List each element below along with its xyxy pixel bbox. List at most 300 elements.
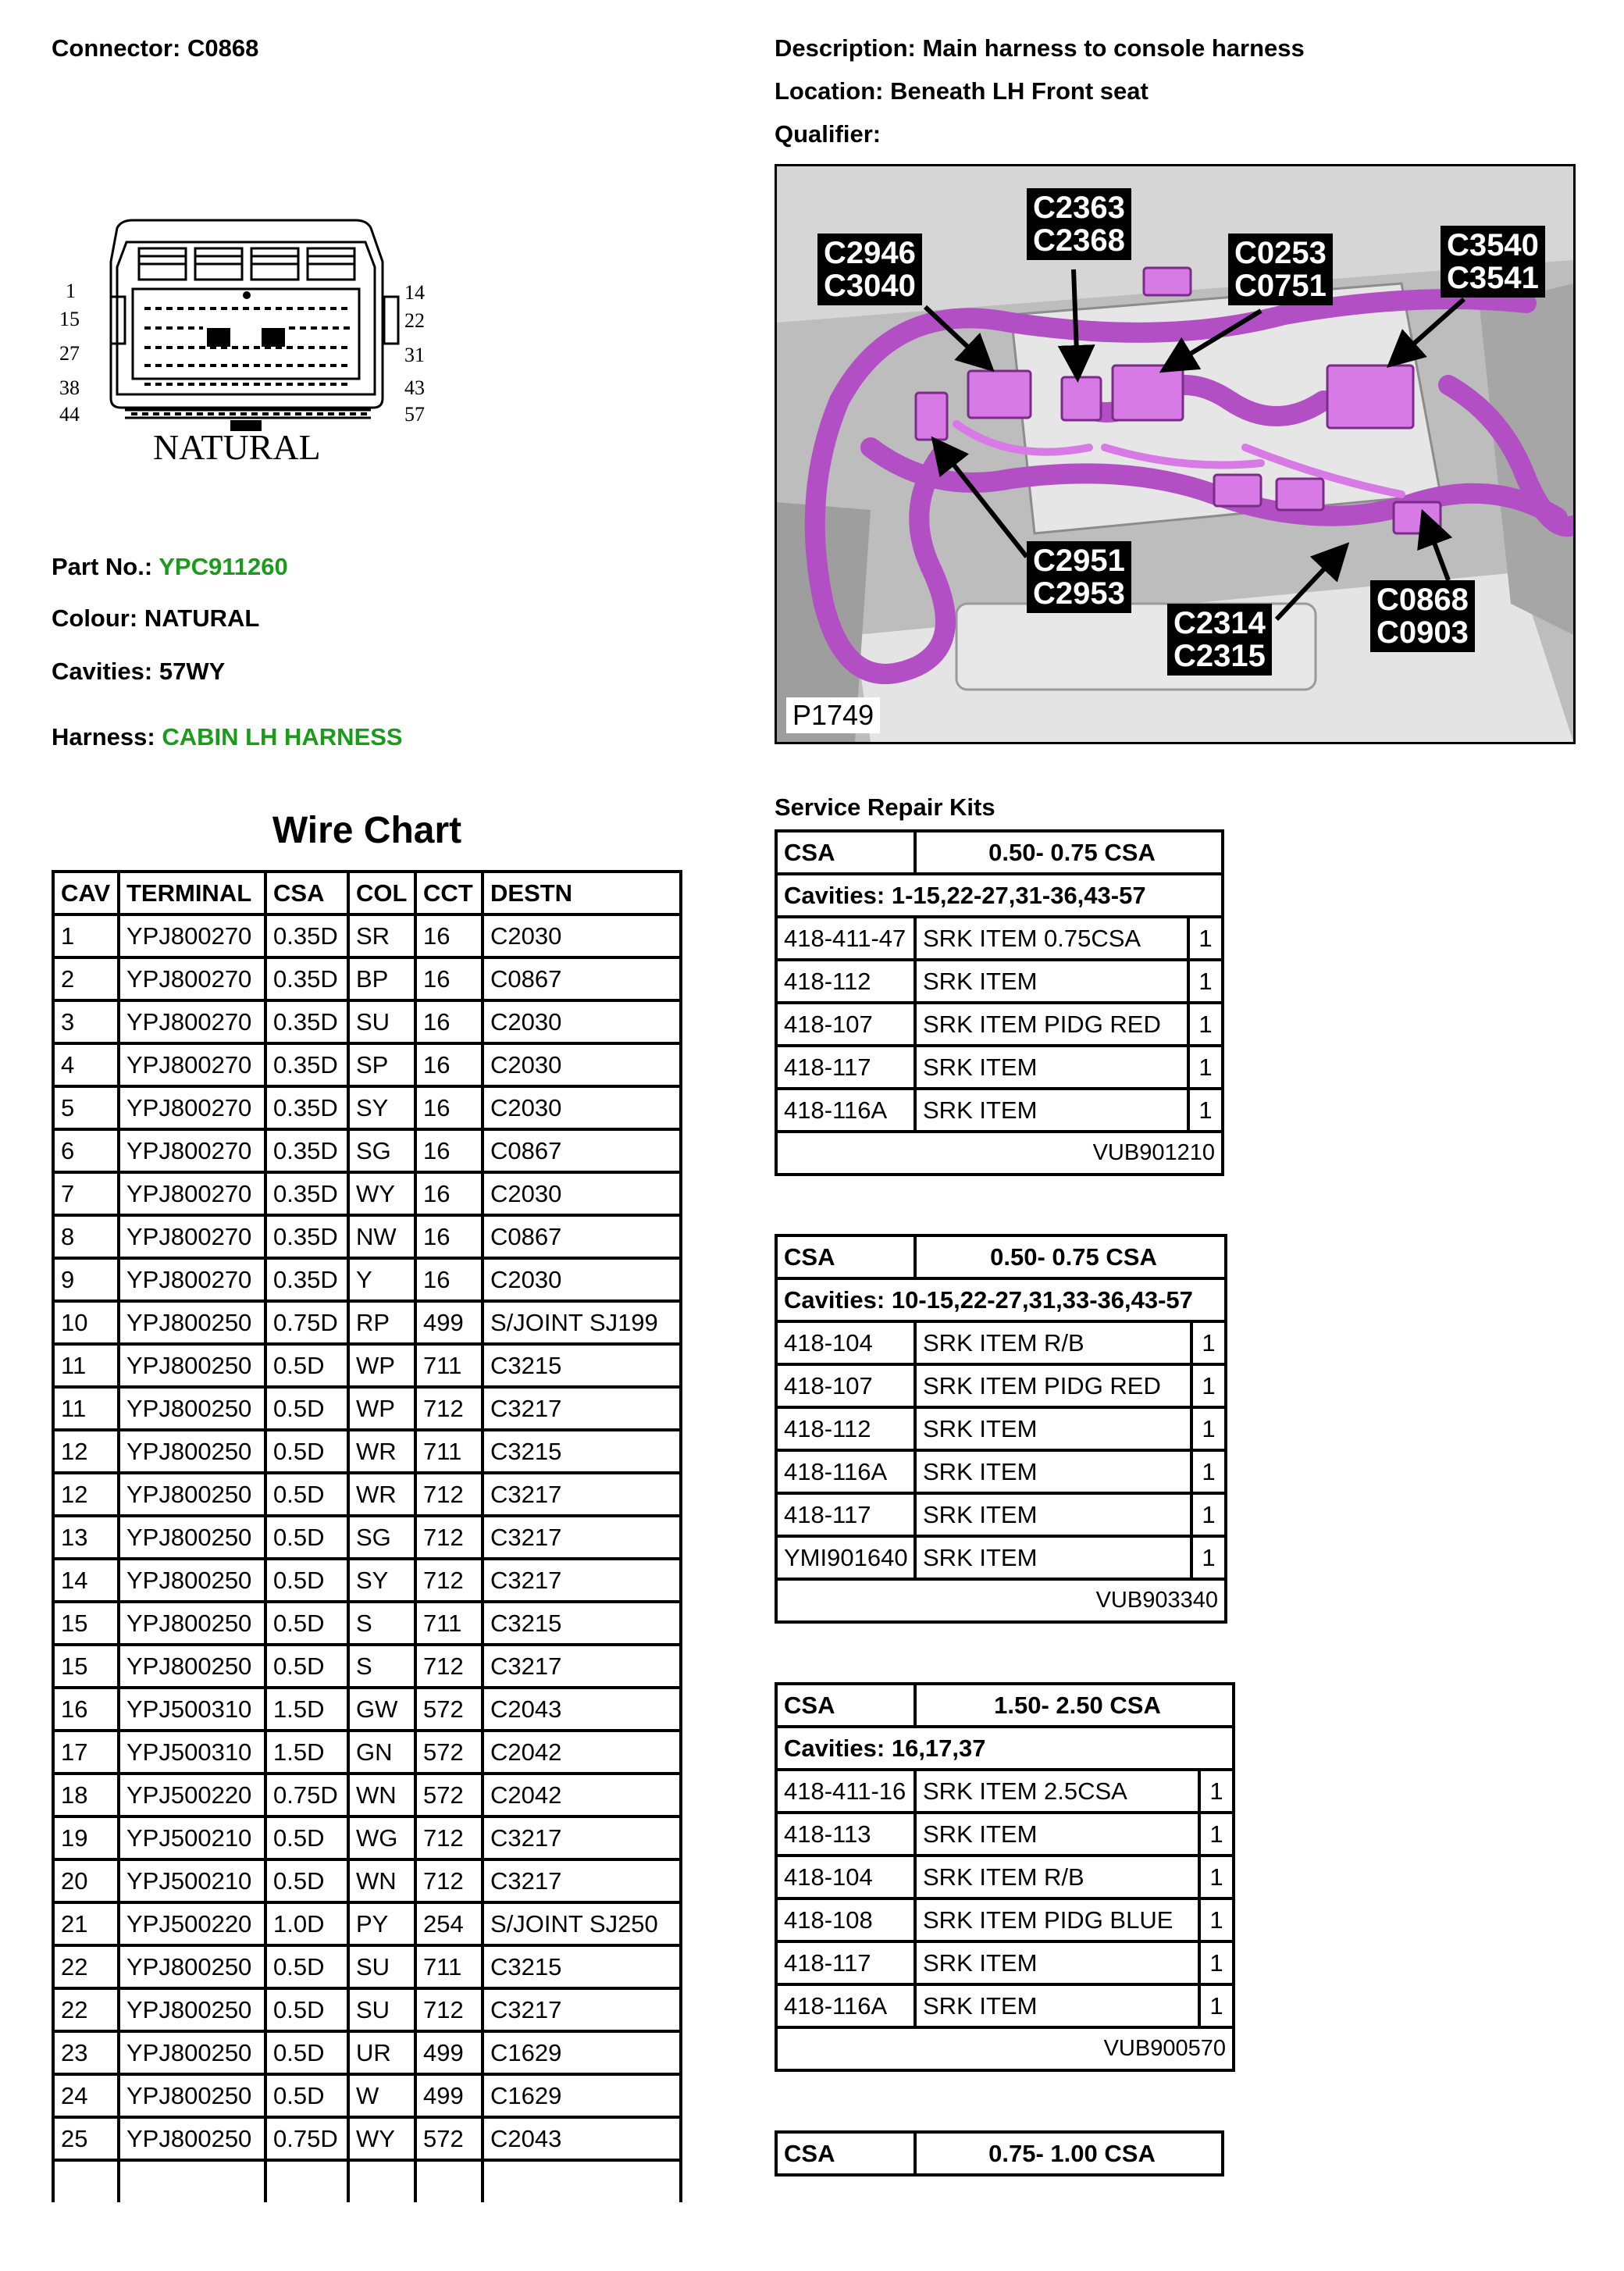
kit-item-desc: SRK ITEM — [917, 1986, 1201, 2029]
cell-cct: 16 — [417, 959, 484, 1002]
kit-item-desc: SRK ITEM — [917, 1538, 1193, 1581]
cell-terminal: YPJ500310 — [120, 1689, 267, 1732]
cell-cct: 16 — [417, 1131, 484, 1174]
cell-cct: 711 — [417, 1346, 484, 1389]
cell-col: SU — [350, 1990, 417, 2033]
cell-csa: 0.5D — [267, 2076, 350, 2119]
cell-terminal: YPJ800250 — [120, 1346, 267, 1389]
kit-item-part: 418-116A — [778, 1986, 917, 2029]
cell-cav: 24 — [55, 2076, 120, 2119]
cell-csa: 0.35D — [267, 1088, 350, 1131]
table-row — [55, 1346, 679, 1389]
cell-terminal: YPJ500220 — [120, 1904, 267, 1947]
cell-col: WG — [350, 1818, 417, 1861]
cell-cct: 711 — [417, 1431, 484, 1474]
cell-cav: 8 — [55, 1217, 120, 1260]
part-number-value: YPC911260 — [158, 553, 288, 580]
cell-col: S — [350, 1646, 417, 1689]
table-row — [55, 1732, 679, 1775]
pin-label-left-44: 44 — [59, 403, 80, 426]
cell-csa: 0.5D — [267, 1646, 350, 1689]
cell-terminal: YPJ800270 — [120, 1002, 267, 1045]
kit-item-row — [778, 1900, 1232, 1943]
cell-csa: 0.5D — [267, 1861, 350, 1904]
connector-heading — [52, 34, 258, 62]
photo-label-line: C2953 — [1033, 576, 1125, 611]
cell-destn: C2030 — [484, 1260, 679, 1303]
kit-item-qty: 1 — [1190, 918, 1221, 961]
kit-item-part: 418-112 — [778, 1409, 917, 1452]
kit-item-qty: 1 — [1193, 1409, 1224, 1452]
cell-cav: 1 — [55, 916, 120, 959]
cell-terminal: YPJ800270 — [120, 916, 267, 959]
kit-item-row — [778, 1538, 1224, 1581]
cell-col: PY — [350, 1904, 417, 1947]
kit-item-qty: 1 — [1201, 1857, 1232, 1900]
table-row — [55, 1474, 679, 1517]
kit-number: VUB901210 — [1092, 1140, 1215, 1165]
kit-item-row — [778, 1857, 1232, 1900]
cell-terminal: YPJ800270 — [120, 1174, 267, 1217]
cell-csa: 0.5D — [267, 1431, 350, 1474]
cell-csa: 0.5D — [267, 1389, 350, 1431]
cell-cct: 16 — [417, 1045, 484, 1088]
kit-cavities-row — [778, 1728, 1232, 1771]
cell-cct: 711 — [417, 1603, 484, 1646]
photo-label-line: C0868 — [1376, 583, 1469, 617]
cell-cct: 572 — [417, 1775, 484, 1818]
cell-csa: 0.75D — [267, 1303, 350, 1346]
kit-item-desc: SRK ITEM R/B — [917, 1323, 1193, 1366]
harness-label: Harness: — [52, 723, 155, 750]
kit-item-row — [778, 1366, 1224, 1409]
table-row-empty — [55, 2162, 679, 2202]
cell-cav: 22 — [55, 1947, 120, 1990]
kit-csa-row — [778, 1685, 1232, 1728]
cell-destn: C2030 — [484, 1088, 679, 1131]
cell-cav: 12 — [55, 1431, 120, 1474]
pin-label-left-1: 1 — [66, 280, 76, 302]
pin-label-right-31: 31 — [404, 344, 425, 366]
kit-item-row — [778, 1986, 1232, 2029]
photo-reference: P1749 — [786, 697, 880, 733]
cell-cct: 712 — [417, 1474, 484, 1517]
cell-destn: C2042 — [484, 1775, 679, 1818]
cavities-line — [52, 658, 225, 686]
kit-item-row — [778, 1814, 1232, 1857]
table-row — [55, 1861, 679, 1904]
cell-terminal: YPJ800250 — [120, 1560, 267, 1603]
pin-label-left-15: 15 — [59, 308, 80, 330]
cell-destn: C3217 — [484, 1474, 679, 1517]
cell-terminal: YPJ800250 — [120, 1389, 267, 1431]
location-photo — [775, 164, 1576, 744]
photo-label-line: C2315 — [1173, 639, 1266, 673]
kit-csa-row — [778, 832, 1221, 875]
photo-label-line: C2951 — [1033, 544, 1125, 578]
kit-number-row — [778, 1133, 1221, 1173]
cell-destn: C2043 — [484, 1689, 679, 1732]
kit-item-row — [778, 1004, 1221, 1047]
qualifier-label: Qualifier: — [775, 120, 881, 148]
table-row — [55, 1002, 679, 1045]
cell-destn: C3217 — [484, 1560, 679, 1603]
cell-destn: C2030 — [484, 1045, 679, 1088]
photo-label-line: C0903 — [1376, 615, 1469, 650]
cell-csa: 0.35D — [267, 1045, 350, 1088]
kit-item-qty: 1 — [1193, 1452, 1224, 1495]
kit-item-desc: SRK ITEM — [917, 1090, 1190, 1133]
cell-terminal: YPJ800250 — [120, 1646, 267, 1689]
kit-item-desc: SRK ITEM PIDG BLUE — [917, 1900, 1201, 1943]
cell-cav: 21 — [55, 1904, 120, 1947]
kit-item-part: 418-112 — [778, 961, 917, 1004]
kit-item-desc: SRK ITEM R/B — [917, 1857, 1201, 1900]
table-row — [55, 1990, 679, 2033]
cell-terminal: YPJ800270 — [120, 1131, 267, 1174]
repair-kit-table — [775, 1682, 1235, 2072]
table-row — [55, 1217, 679, 1260]
table-row — [55, 1431, 679, 1474]
table-row — [55, 1260, 679, 1303]
table-row — [55, 959, 679, 1002]
cell-destn: C3215 — [484, 1947, 679, 1990]
header-terminal: TERMINAL — [120, 873, 267, 916]
cell-cav: 11 — [55, 1389, 120, 1431]
kit-cavities-row — [778, 1280, 1224, 1323]
cell-cct: 499 — [417, 1303, 484, 1346]
cell-cav: 2 — [55, 959, 120, 1002]
kit-item-part: 418-108 — [778, 1900, 917, 1943]
table-row — [55, 1603, 679, 1646]
kit-csa-range: 1.50- 2.50 CSA — [917, 1685, 1232, 1728]
cell-destn: C3217 — [484, 1646, 679, 1689]
cell-destn: C2030 — [484, 916, 679, 959]
kit-item-row — [778, 1943, 1232, 1986]
part-number-label: Part No.: — [52, 553, 153, 580]
cell-col: WN — [350, 1775, 417, 1818]
connector-value: C0868 — [187, 34, 259, 62]
cell-cav: 5 — [55, 1088, 120, 1131]
photo-label-line: C2946 — [824, 236, 916, 270]
cell-col: WR — [350, 1431, 417, 1474]
cell-cav: 14 — [55, 1560, 120, 1603]
table-row — [55, 1045, 679, 1088]
photo-label-line: C3541 — [1447, 261, 1539, 295]
cell-cav: 13 — [55, 1517, 120, 1560]
location-label: Location: — [775, 77, 884, 105]
kit-item-part: 418-116A — [778, 1452, 917, 1495]
repair-kit-table — [775, 2130, 1224, 2177]
cell-terminal: YPJ500210 — [120, 1818, 267, 1861]
photo-label-line: C3540 — [1447, 228, 1539, 262]
cell-csa: 0.5D — [267, 1603, 350, 1646]
cell-csa: 0.35D — [267, 1002, 350, 1045]
kit-item-row — [778, 1323, 1224, 1366]
kit-cavities: Cavities: 1-15,22-27,31-36,43-57 — [778, 875, 1221, 918]
kit-item-desc: SRK ITEM — [917, 1495, 1193, 1538]
cell-cct: 499 — [417, 2076, 484, 2119]
cell-cav: 4 — [55, 1045, 120, 1088]
cell-destn: C3217 — [484, 1861, 679, 1904]
cell-destn: C3215 — [484, 1603, 679, 1646]
pin-label-left-27: 27 — [59, 342, 80, 365]
cell-cav: 6 — [55, 1131, 120, 1174]
cell-csa: 0.35D — [267, 1174, 350, 1217]
cell-empty — [417, 2162, 484, 2202]
cell-csa: 0.35D — [267, 1260, 350, 1303]
table-row — [55, 916, 679, 959]
cell-col: WR — [350, 1474, 417, 1517]
cell-col: WY — [350, 2119, 417, 2162]
kit-item-part: 418-116A — [778, 1090, 917, 1133]
kit-csa-label: CSA — [778, 1237, 917, 1280]
cell-cct: 712 — [417, 1818, 484, 1861]
cell-empty — [55, 2162, 120, 2202]
cell-cav: 25 — [55, 2119, 120, 2162]
cell-terminal: YPJ800250 — [120, 1603, 267, 1646]
cell-col: SU — [350, 1947, 417, 1990]
cell-col: SU — [350, 1002, 417, 1045]
cell-terminal: YPJ800250 — [120, 1517, 267, 1560]
cell-cav: 20 — [55, 1861, 120, 1904]
cell-cct: 499 — [417, 2033, 484, 2076]
kit-item-qty: 1 — [1190, 1047, 1221, 1090]
kit-item-row — [778, 1090, 1221, 1133]
connector-label: Connector: — [52, 34, 181, 62]
cell-col: Y — [350, 1260, 417, 1303]
kit-item-row — [778, 1452, 1224, 1495]
kit-csa-range: 0.50- 0.75 CSA — [917, 1237, 1224, 1280]
cavities-label: Cavities: — [52, 658, 153, 685]
colour-value: NATURAL — [144, 604, 260, 632]
table-row — [55, 1389, 679, 1431]
kit-item-qty: 1 — [1201, 1814, 1232, 1857]
kit-item-part: 418-104 — [778, 1857, 917, 1900]
cell-cct: 712 — [417, 1990, 484, 2033]
cell-csa: 0.35D — [267, 959, 350, 1002]
cell-empty — [267, 2162, 350, 2202]
cell-cav: 7 — [55, 1174, 120, 1217]
kit-item-desc: SRK ITEM — [917, 1943, 1201, 1986]
cell-destn: C0867 — [484, 1217, 679, 1260]
kit-item-qty: 1 — [1190, 1004, 1221, 1047]
cell-terminal: YPJ800250 — [120, 2076, 267, 2119]
cell-cav: 10 — [55, 1303, 120, 1346]
pin-label-right-22: 22 — [404, 309, 425, 332]
cavities-value: 57WY — [158, 658, 226, 685]
kit-item-part: 418-113 — [778, 1814, 917, 1857]
cell-cct: 712 — [417, 1560, 484, 1603]
location-value: Beneath LH Front seat — [890, 77, 1149, 105]
kit-csa-label: CSA — [778, 1685, 917, 1728]
cell-cct: 572 — [417, 2119, 484, 2162]
connector-caption: NATURAL — [153, 427, 321, 467]
cell-empty — [120, 2162, 267, 2202]
table-row — [55, 1131, 679, 1174]
kit-item-desc: SRK ITEM PIDG RED — [917, 1004, 1190, 1047]
cell-csa: 1.5D — [267, 1732, 350, 1775]
cell-terminal: YPJ800250 — [120, 1431, 267, 1474]
header-col: COL — [350, 873, 417, 916]
wire-chart-table — [52, 870, 682, 2202]
kit-item-row — [778, 1495, 1224, 1538]
kit-item-desc: SRK ITEM 0.75CSA — [917, 918, 1190, 961]
kit-csa-label: CSA — [778, 2134, 917, 2173]
table-row — [55, 1560, 679, 1603]
kit-item-qty: 1 — [1193, 1366, 1224, 1409]
kit-number: VUB903340 — [1095, 1588, 1218, 1613]
photo-label-line: C2368 — [1033, 223, 1125, 258]
kit-item-part: 418-107 — [778, 1004, 917, 1047]
cell-cav: 16 — [55, 1689, 120, 1732]
cell-csa: 0.5D — [267, 1560, 350, 1603]
kit-csa-range: 0.50- 0.75 CSA — [917, 832, 1221, 875]
cell-terminal: YPJ500210 — [120, 1861, 267, 1904]
cell-empty — [350, 2162, 417, 2202]
cell-cct: 712 — [417, 1861, 484, 1904]
cell-csa: 0.35D — [267, 1131, 350, 1174]
colour-line — [52, 604, 259, 633]
cell-col: S — [350, 1603, 417, 1646]
cell-col: UR — [350, 2033, 417, 2076]
kit-cavities-row — [778, 875, 1221, 918]
repair-kit-table — [775, 829, 1224, 1176]
cell-cct: 16 — [417, 1174, 484, 1217]
cell-col: GN — [350, 1732, 417, 1775]
cell-terminal: YPJ500220 — [120, 1775, 267, 1818]
cell-destn: C3217 — [484, 1818, 679, 1861]
kit-item-part: 418-117 — [778, 1943, 917, 1986]
cell-cct: 254 — [417, 1904, 484, 1947]
kit-item-row — [778, 1409, 1224, 1452]
kit-csa-range: 0.75- 1.00 CSA — [988, 2139, 1156, 2167]
table-row — [55, 1775, 679, 1818]
cell-csa: 0.75D — [267, 2119, 350, 2162]
cell-cct: 712 — [417, 1646, 484, 1689]
wire-chart-title: Wire Chart — [272, 810, 462, 851]
cell-terminal: YPJ800250 — [120, 2119, 267, 2162]
header-csa: CSA — [267, 873, 350, 916]
colour-label: Colour: — [52, 604, 138, 632]
cell-col: SY — [350, 1088, 417, 1131]
cell-terminal: YPJ800270 — [120, 959, 267, 1002]
cell-col: SP — [350, 1045, 417, 1088]
kit-cavities: Cavities: 10-15,22-27,31,33-36,43-57 — [778, 1280, 1224, 1323]
kit-item-qty: 1 — [1190, 1090, 1221, 1133]
kit-item-part: 418-107 — [778, 1366, 917, 1409]
description-value: Main harness to console harness — [922, 34, 1305, 62]
kit-item-row — [778, 1771, 1232, 1814]
kit-item-row — [778, 1047, 1221, 1090]
kit-item-part: 418-117 — [778, 1047, 917, 1090]
cell-destn: C1629 — [484, 2076, 679, 2119]
kit-number: VUB900570 — [1103, 2036, 1226, 2061]
table-row — [55, 1689, 679, 1732]
kit-cavities: Cavities: 16,17,37 — [778, 1728, 1232, 1771]
cell-col: WP — [350, 1346, 417, 1389]
kit-item-desc: SRK ITEM — [917, 1814, 1201, 1857]
cell-col: SY — [350, 1560, 417, 1603]
kit-item-desc: SRK ITEM — [917, 1452, 1193, 1495]
table-row — [55, 1303, 679, 1346]
cell-terminal: YPJ800250 — [120, 1474, 267, 1517]
kit-item-desc: SRK ITEM — [917, 961, 1190, 1004]
kit-item-qty: 1 — [1201, 1986, 1232, 2029]
cell-csa: 1.5D — [267, 1689, 350, 1732]
pin-label-right-57: 57 — [404, 403, 425, 426]
cell-destn: C2030 — [484, 1174, 679, 1217]
kit-item-qty: 1 — [1193, 1323, 1224, 1366]
table-row — [55, 1517, 679, 1560]
cell-destn: C0867 — [484, 1131, 679, 1174]
cell-col: GW — [350, 1689, 417, 1732]
cell-csa: 0.5D — [267, 2033, 350, 2076]
kit-csa-row — [778, 2134, 1221, 2173]
cell-col: SR — [350, 916, 417, 959]
kit-csa-label: CSA — [778, 832, 917, 875]
cell-cct: 712 — [417, 1389, 484, 1431]
cell-destn: C3217 — [484, 1517, 679, 1560]
table-row — [55, 2119, 679, 2162]
cell-terminal: YPJ800250 — [120, 1303, 267, 1346]
kit-item-desc: SRK ITEM PIDG RED — [917, 1366, 1193, 1409]
cell-cct: 572 — [417, 1689, 484, 1732]
harness-value: CABIN LH HARNESS — [162, 723, 403, 750]
kit-item-part: 418-411-16 — [778, 1771, 917, 1814]
cell-col: WP — [350, 1389, 417, 1431]
kit-item-qty: 1 — [1193, 1495, 1224, 1538]
pin-label-right-14: 14 — [404, 281, 425, 304]
cell-terminal: YPJ800270 — [120, 1217, 267, 1260]
cell-terminal: YPJ800270 — [120, 1045, 267, 1088]
repair-kit-table — [775, 1234, 1227, 1624]
wire-chart-header-row — [55, 873, 679, 916]
cell-cct: 711 — [417, 1947, 484, 1990]
cell-csa: 0.75D — [267, 1775, 350, 1818]
cell-destn: C1629 — [484, 2033, 679, 2076]
description-heading — [775, 34, 1305, 62]
cell-cct: 16 — [417, 916, 484, 959]
description-label: Description: — [775, 34, 916, 62]
cell-terminal: YPJ800250 — [120, 1947, 267, 1990]
kit-item-desc: SRK ITEM 2.5CSA — [917, 1771, 1201, 1814]
cell-destn: C3217 — [484, 1389, 679, 1431]
kit-item-qty: 1 — [1201, 1943, 1232, 1986]
cell-col: W — [350, 2076, 417, 2119]
cell-cav: 3 — [55, 1002, 120, 1045]
kit-item-part: 418-117 — [778, 1495, 917, 1538]
cell-cav: 15 — [55, 1646, 120, 1689]
kit-item-row — [778, 961, 1221, 1004]
cell-cct: 16 — [417, 1088, 484, 1131]
cell-cav: 18 — [55, 1775, 120, 1818]
cell-cct: 16 — [417, 1217, 484, 1260]
cell-col: WN — [350, 1861, 417, 1904]
photo-label-line: C2363 — [1033, 191, 1125, 225]
cell-col: BP — [350, 959, 417, 1002]
pin-label-right-43: 43 — [404, 376, 425, 399]
cell-terminal: YPJ500310 — [120, 1732, 267, 1775]
cell-csa: 0.5D — [267, 1517, 350, 1560]
cell-destn: C3217 — [484, 1990, 679, 2033]
cell-csa: 0.35D — [267, 1217, 350, 1260]
cell-cct: 16 — [417, 1002, 484, 1045]
cell-cav: 11 — [55, 1346, 120, 1389]
kit-item-qty: 1 — [1201, 1900, 1232, 1943]
cell-destn: C3215 — [484, 1346, 679, 1389]
cell-empty — [484, 2162, 679, 2202]
